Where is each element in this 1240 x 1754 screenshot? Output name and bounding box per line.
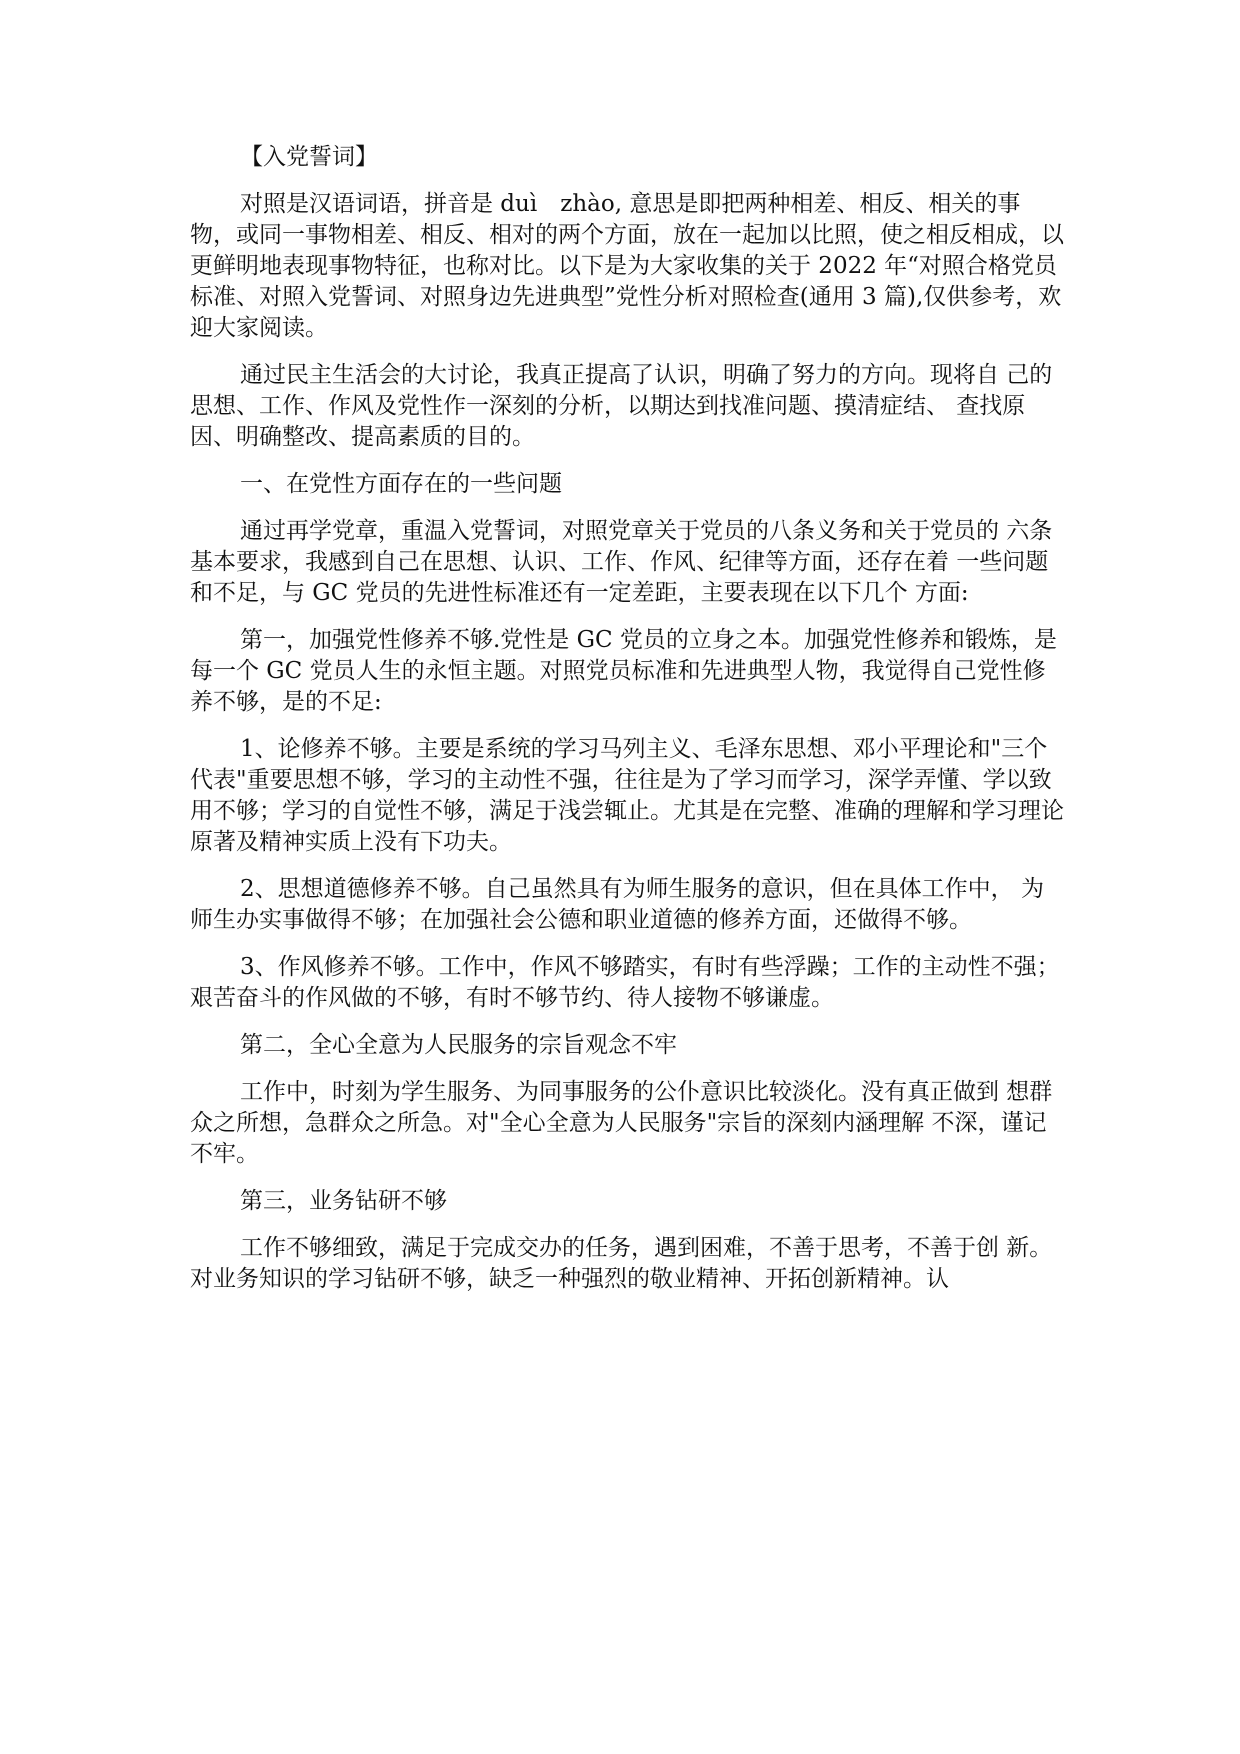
intro-paragraph: 对照是汉语词语，拼音是 duì zhào, 意思是即把两种相差、相反、相关的事物，或同一事物相差、相反、相对的两个方面，放在一起加以比照，使之相反相成，以更鲜明地表现事物特征，也称对比。以下是为大家收集的关于 2022 年“对照合格党员标准、对照入党誓词、对照身边先进典型”党性分析对照检查(通用 3 篇),仅供参考，欢迎大家阅读。	[190, 191, 1064, 341]
section-heading: 第二，全心全意为人民服务的宗旨观念不牢	[240, 1032, 677, 1058]
body-paragraph: 第一，加强党性修养不够.党性是 GC 党员的立身之本。加强党性修养和锻炼，是每一个 GC 党员人生的永恒主题。对照党员标准和先进典型人物，我觉得自己党性修养不够，是的不足:	[190, 627, 1057, 715]
section-heading: 一、在党性方面存在的一些问题	[240, 471, 562, 497]
body-paragraph: 通过民主生活会的大讨论，我真正提高了认识，明确了努力的方向。现将自 己的思想、工作、作风及党性作一深刻的分析，以期达到找准问题、摸清症结、 查找原因、明确整改、提高素质的目的。	[190, 362, 1053, 450]
body-paragraph: 工作不够细致，满足于完成交办的任务，遇到困难，不善于思考，不善于创 新。对业务知识的学习钻研不够，缺乏一种强烈的敬业精神、开拓创新精神。认	[190, 1235, 1053, 1292]
document-heading: 【入党誓词】	[240, 144, 378, 170]
document-page	[190, 142, 1065, 1311]
list-item-paragraph: 2、思想道德修养不够。自己虽然具有为师生服务的意识，但在具体工作中， 为师生办实事做得不够；在加强社会公德和职业道德的修养方面，还做得不够。	[190, 876, 1044, 933]
list-item-paragraph: 1、论修养不够。主要是系统的学习马列主义、毛泽东思想、邓小平理论和"三个代表"重要思想不够，学习的主动性不强，往往是为了学习而学习，深学弄懂、学以致用不够；学习的自觉性不够，满足于浅尝辄止。尤其是在完整、准确的理解和学习理论原著及精神实质上没有下功夫。	[190, 736, 1064, 855]
body-paragraph: 通过再学党章，重温入党誓词，对照党章关于党员的八条义务和关于党员的 六条基本要求，我感到自己在思想、认识、工作、作风、纪律等方面，还存在着 一些问题和不足，与 GC 党员的先进性标准还有一定差距，主要表现在以下几个 方面:	[190, 518, 1053, 606]
list-item-paragraph: 3、作风修养不够。工作中，作风不够踏实，有时有些浮躁；工作的主动性不强；艰苦奋斗的作风做的不够，有时不够节约、待人接物不够谦虚。	[190, 954, 1060, 1011]
body-paragraph: 工作中，时刻为学生服务、为同事服务的公仆意识比较淡化。没有真正做到 想群众之所想，急群众之所急。对"全心全意为人民服务"宗旨的深刻内涵理解 不深，谨记不牢。	[190, 1079, 1053, 1167]
section-heading: 第三，业务钻研不够	[240, 1188, 447, 1214]
